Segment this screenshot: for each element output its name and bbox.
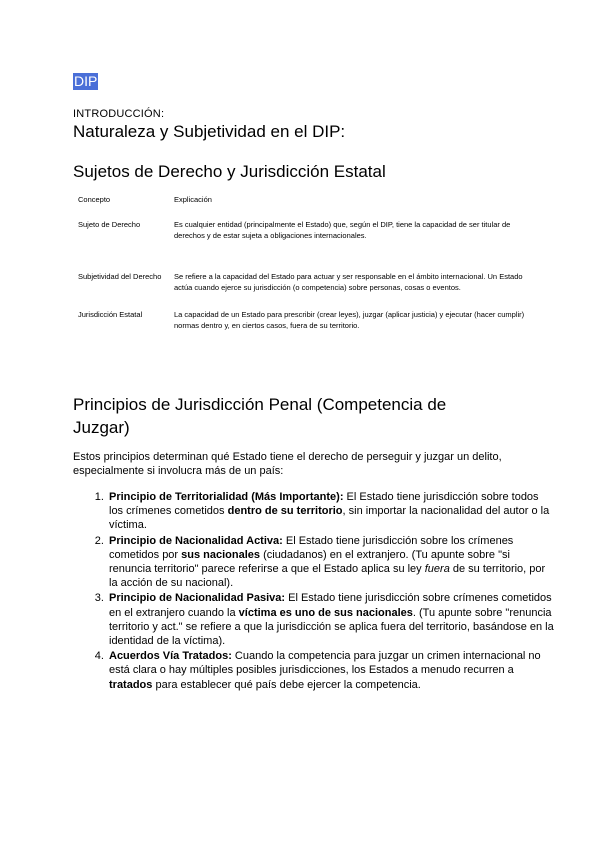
list-item — [107, 591, 555, 648]
intro-label: INTRODUCCIÓN: — [73, 108, 165, 120]
principle-text: . (Tu apunte sobre "renuncia territorio y act." se refiere a que la jurisdicción se aplica fuera del territorio, basándose en la identidad de la víctima). — [109, 606, 554, 648]
list-item — [107, 534, 555, 591]
principles-lead: Estos principios determinan qué Estado tiene el derecho de perseguir y juzgar un delito, especialmente si involucra más de un país: — [73, 451, 502, 477]
principle-text: El Estado tiene jurisdicción sobre los crímenes cometidos por — [109, 534, 514, 561]
table-cell-concept: Sujeto de Derecho — [78, 220, 141, 229]
table-row — [73, 267, 533, 305]
list-item — [107, 649, 555, 692]
principle-title: Principio de Nacionalidad Activa: — [109, 534, 283, 547]
principle-title: Acuerdos Vía Tratados: — [109, 650, 232, 663]
principle-emphasis: tratados — [109, 678, 153, 691]
heading-naturaleza: Naturaleza y Subjetividad en el DIP: — [73, 122, 346, 141]
principle-text: de su territorio, por la acción de su nacional). — [109, 563, 546, 590]
principle-title: Principio de Territorialidad (Más Importante): — [109, 491, 344, 503]
table-cell-concept: Subjetividad del Derecho — [78, 272, 162, 281]
table-row — [73, 305, 533, 335]
table-cell-explanation: Se refiere a la capacidad del Estado para actuar y ser responsable en el ámbito internacional. Un Estado actúa cuando ejerce su jurisdicción (o competencia) sobre personas, cosas o eventos. — [174, 272, 523, 292]
table-header-row — [73, 190, 533, 209]
heading-sujetos: Sujetos de Derecho y Jurisdicción Estatal — [73, 162, 386, 181]
concepts-table — [73, 190, 533, 335]
table-header-explicacion: Explicación — [174, 195, 212, 204]
table-cell-explanation: La capacidad de un Estado para prescribir (crear leyes), juzgar (aplicar justicia) y ejecutar (hacer cumplir) normas dentro y, en ciertos casos, fuera de su territorio. — [174, 310, 525, 330]
principle-title: Principio de Nacionalidad Pasiva: — [109, 592, 286, 605]
principle-text: El Estado tiene jurisdicción sobre crímenes cometidos en el extranjero cuando la — [109, 592, 552, 619]
principle-text: El Estado tiene jurisdicción sobre todos los crímenes cometidos — [109, 491, 539, 518]
principle-emphasis: víctima es uno de sus nacionales — [238, 606, 413, 619]
heading-principios: Principios de Jurisdicción Penal (Competencia de Juzgar) — [73, 395, 447, 437]
dip-highlight-tag[interactable]: DIP — [74, 73, 98, 89]
principle-text: Cuando la competencia para juzgar un crimen internacional no está clara o hay múltiples posibles jurisdicciones, los Estados a menudo recurren a — [109, 650, 541, 677]
principle-italic: fuera — [424, 563, 450, 576]
principle-emphasis: sus nacionales — [181, 548, 261, 561]
table-cell-explanation: Es cualquier entidad (principalmente el Estado) que, según el DIP, tiene la capacidad de ser titular de derechos y de estar sujeta a obligaciones internacionales. — [174, 220, 511, 240]
principle-text: , sin importar la nacionalidad del autor o la víctima. — [109, 505, 550, 532]
principles-list — [73, 490, 555, 693]
principle-text: (ciudadanos) en el extranjero. (Tu apunte sobre "si renuncia territorio" parece referirse a que el Estado aplica su ley — [109, 548, 510, 576]
table-row — [73, 209, 533, 267]
table-cell-concept: Jurisdicción Estatal — [78, 310, 143, 319]
table-header-concepto: Concepto — [78, 195, 111, 204]
principle-emphasis: dentro de su territorio — [227, 505, 343, 518]
list-item — [107, 490, 555, 533]
principle-text: para establecer qué país debe ejercer la competencia. — [152, 678, 421, 691]
